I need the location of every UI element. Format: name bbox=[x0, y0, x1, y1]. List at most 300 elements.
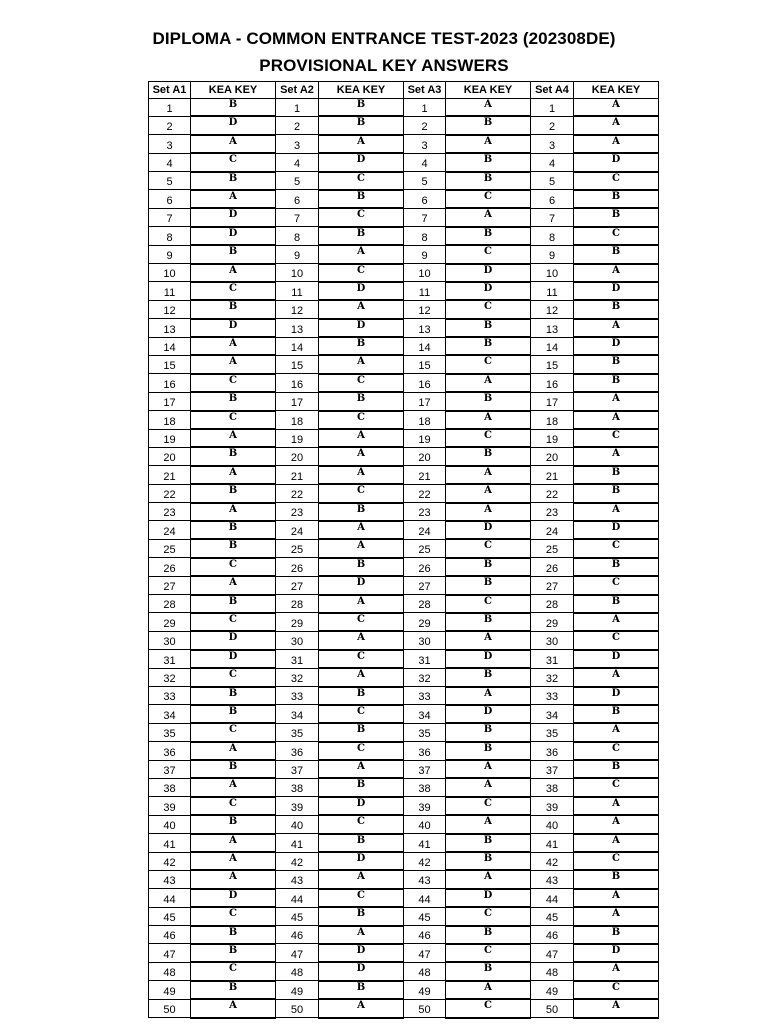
answer-key-cell: D bbox=[191, 208, 276, 226]
question-number-cell: 40 bbox=[404, 815, 446, 833]
answer-key-cell: C bbox=[319, 374, 404, 392]
question-number-cell: 21 bbox=[531, 466, 574, 484]
answer-key-cell: C bbox=[446, 245, 531, 263]
question-number-cell: 17 bbox=[531, 392, 574, 410]
answer-key-cell: A bbox=[574, 319, 659, 337]
answer-key-cell: A bbox=[319, 999, 404, 1017]
question-number-cell: 14 bbox=[404, 337, 446, 355]
answer-key-cell: D bbox=[446, 889, 531, 907]
answer-key-table bbox=[148, 81, 659, 1019]
question-number-cell: 39 bbox=[149, 797, 191, 815]
answer-key-cell: D bbox=[574, 687, 659, 705]
column-header-set-a4: Set A4 bbox=[531, 82, 574, 99]
question-number-cell: 35 bbox=[149, 723, 191, 741]
answer-key-cell: C bbox=[446, 429, 531, 447]
answer-key-cell: B bbox=[574, 466, 659, 484]
question-number-cell: 14 bbox=[531, 337, 574, 355]
question-number-cell: 27 bbox=[149, 576, 191, 594]
question-number-cell: 41 bbox=[531, 834, 574, 852]
answer-key-cell: C bbox=[574, 539, 659, 557]
question-number-cell: 9 bbox=[531, 245, 574, 263]
answer-key-cell: A bbox=[319, 595, 404, 613]
question-number-cell: 11 bbox=[276, 282, 319, 300]
answer-key-cell: B bbox=[191, 539, 276, 557]
answer-key-cell: C bbox=[191, 558, 276, 576]
question-number-cell: 38 bbox=[149, 778, 191, 796]
answer-key-cell: C bbox=[446, 300, 531, 318]
answer-key-cell: A bbox=[574, 411, 659, 429]
question-number-cell: 50 bbox=[149, 999, 191, 1017]
answer-key-cell: D bbox=[319, 944, 404, 962]
question-number-cell: 32 bbox=[404, 668, 446, 686]
question-number-cell: 46 bbox=[404, 926, 446, 944]
question-number-cell: 3 bbox=[531, 135, 574, 153]
answer-key-cell: B bbox=[191, 981, 276, 999]
question-number-cell: 33 bbox=[149, 687, 191, 705]
question-number-cell: 3 bbox=[276, 135, 319, 153]
question-number-cell: 24 bbox=[276, 521, 319, 539]
table-row bbox=[149, 834, 659, 852]
answer-key-cell: B bbox=[574, 208, 659, 226]
answer-key-cell: A bbox=[319, 521, 404, 539]
question-number-cell: 1 bbox=[531, 99, 574, 117]
answer-key-cell: A bbox=[574, 962, 659, 980]
column-header-set-a2: Set A2 bbox=[276, 82, 319, 99]
answer-key-cell: C bbox=[574, 778, 659, 796]
answer-key-cell: A bbox=[191, 190, 276, 208]
answer-key-cell: C bbox=[446, 907, 531, 925]
answer-key-cell: B bbox=[446, 576, 531, 594]
answer-key-cell: A bbox=[574, 815, 659, 833]
question-number-cell: 48 bbox=[531, 962, 574, 980]
answer-key-cell: D bbox=[319, 576, 404, 594]
answer-key-cell: B bbox=[319, 99, 404, 117]
question-number-cell: 10 bbox=[149, 264, 191, 282]
table-row bbox=[149, 815, 659, 833]
answer-key-cell: D bbox=[446, 282, 531, 300]
answer-key-cell: C bbox=[446, 355, 531, 373]
answer-key-cell: A bbox=[319, 429, 404, 447]
question-number-cell: 46 bbox=[276, 926, 319, 944]
question-number-cell: 44 bbox=[149, 889, 191, 907]
answer-key-cell: D bbox=[574, 337, 659, 355]
question-number-cell: 21 bbox=[404, 466, 446, 484]
answer-key-cell: A bbox=[319, 668, 404, 686]
answer-key-cell: B bbox=[191, 484, 276, 502]
answer-key-cell: A bbox=[574, 447, 659, 465]
answer-key-cell: A bbox=[446, 687, 531, 705]
question-number-cell: 20 bbox=[276, 447, 319, 465]
table-row bbox=[149, 355, 659, 373]
question-number-cell: 28 bbox=[149, 595, 191, 613]
table-row bbox=[149, 521, 659, 539]
question-number-cell: 6 bbox=[404, 190, 446, 208]
answer-key-cell: D bbox=[574, 282, 659, 300]
answer-key-cell: A bbox=[319, 300, 404, 318]
table-row bbox=[149, 797, 659, 815]
question-number-cell: 25 bbox=[531, 539, 574, 557]
table-row bbox=[149, 999, 659, 1017]
table-row bbox=[149, 907, 659, 925]
answer-key-cell: D bbox=[319, 319, 404, 337]
question-number-cell: 41 bbox=[404, 834, 446, 852]
question-number-cell: 22 bbox=[404, 484, 446, 502]
question-number-cell: 30 bbox=[276, 631, 319, 649]
question-number-cell: 31 bbox=[531, 650, 574, 668]
question-number-cell: 34 bbox=[276, 705, 319, 723]
question-number-cell: 8 bbox=[531, 227, 574, 245]
answer-key-cell: B bbox=[574, 374, 659, 392]
question-number-cell: 26 bbox=[531, 558, 574, 576]
question-number-cell: 34 bbox=[531, 705, 574, 723]
question-number-cell: 7 bbox=[276, 208, 319, 226]
answer-key-cell: A bbox=[574, 668, 659, 686]
question-number-cell: 26 bbox=[149, 558, 191, 576]
question-number-cell: 12 bbox=[404, 300, 446, 318]
answer-key-cell: B bbox=[446, 392, 531, 410]
document-subtitle: PROVISIONAL KEY ANSWERS bbox=[259, 56, 509, 75]
answer-key-cell: D bbox=[574, 153, 659, 171]
column-header-set-a1: Set A1 bbox=[149, 82, 191, 99]
table-row bbox=[149, 631, 659, 649]
answer-key-cell: A bbox=[574, 503, 659, 521]
answer-key-cell: B bbox=[446, 337, 531, 355]
answer-key-cell: B bbox=[446, 668, 531, 686]
question-number-cell: 18 bbox=[149, 411, 191, 429]
answer-key-cell: A bbox=[191, 135, 276, 153]
question-number-cell: 23 bbox=[149, 503, 191, 521]
document-title: DIPLOMA - COMMON ENTRANCE TEST-2023 (202308DE) bbox=[152, 29, 616, 48]
table-row bbox=[149, 245, 659, 263]
answer-key-cell: B bbox=[446, 962, 531, 980]
answer-key-cell: D bbox=[191, 319, 276, 337]
table-row bbox=[149, 172, 659, 190]
table-row bbox=[149, 723, 659, 741]
question-number-cell: 19 bbox=[404, 429, 446, 447]
column-header-kea-key: KEA KEY bbox=[446, 82, 531, 99]
table-row bbox=[149, 852, 659, 870]
column-header-kea-key: KEA KEY bbox=[574, 82, 659, 99]
answer-key-cell: B bbox=[446, 926, 531, 944]
answer-key-cell: B bbox=[191, 926, 276, 944]
answer-key-cell: C bbox=[574, 172, 659, 190]
answer-key-cell: C bbox=[191, 797, 276, 815]
answer-key-cell: B bbox=[574, 300, 659, 318]
answer-key-cell: B bbox=[191, 687, 276, 705]
question-number-cell: 26 bbox=[276, 558, 319, 576]
table-row bbox=[149, 650, 659, 668]
answer-key-cell: D bbox=[446, 650, 531, 668]
question-number-cell: 48 bbox=[149, 962, 191, 980]
question-number-cell: 43 bbox=[531, 870, 574, 888]
question-number-cell: 3 bbox=[149, 135, 191, 153]
question-number-cell: 22 bbox=[149, 484, 191, 502]
question-number-cell: 37 bbox=[531, 760, 574, 778]
answer-key-cell: B bbox=[319, 723, 404, 741]
question-number-cell: 2 bbox=[276, 116, 319, 134]
answer-key-cell: A bbox=[446, 760, 531, 778]
question-number-cell: 1 bbox=[404, 99, 446, 117]
question-number-cell: 13 bbox=[149, 319, 191, 337]
question-number-cell: 28 bbox=[404, 595, 446, 613]
answer-key-cell: B bbox=[319, 981, 404, 999]
table-row bbox=[149, 962, 659, 980]
answer-key-cell: B bbox=[446, 834, 531, 852]
answer-key-cell: A bbox=[319, 466, 404, 484]
answer-key-cell: A bbox=[191, 852, 276, 870]
question-number-cell: 12 bbox=[531, 300, 574, 318]
question-number-cell: 43 bbox=[276, 870, 319, 888]
answer-key-cell: A bbox=[191, 742, 276, 760]
answer-key-cell: B bbox=[319, 778, 404, 796]
answer-key-cell: B bbox=[191, 245, 276, 263]
answer-key-cell: D bbox=[319, 852, 404, 870]
question-number-cell: 39 bbox=[404, 797, 446, 815]
answer-key-cell: B bbox=[191, 447, 276, 465]
question-number-cell: 24 bbox=[531, 521, 574, 539]
answer-key-cell: C bbox=[319, 815, 404, 833]
question-number-cell: 50 bbox=[404, 999, 446, 1017]
answer-key-cell: D bbox=[191, 116, 276, 134]
answer-key-cell: A bbox=[319, 355, 404, 373]
question-number-cell: 2 bbox=[404, 116, 446, 134]
question-number-cell: 46 bbox=[149, 926, 191, 944]
answer-key-cell: C bbox=[319, 889, 404, 907]
answer-key-cell: A bbox=[319, 760, 404, 778]
question-number-cell: 33 bbox=[404, 687, 446, 705]
answer-key-cell: C bbox=[319, 172, 404, 190]
question-number-cell: 37 bbox=[149, 760, 191, 778]
question-number-cell: 33 bbox=[531, 687, 574, 705]
answer-key-cell: A bbox=[446, 870, 531, 888]
question-number-cell: 45 bbox=[531, 907, 574, 925]
question-number-cell: 23 bbox=[404, 503, 446, 521]
question-number-cell: 37 bbox=[404, 760, 446, 778]
answer-key-cell: C bbox=[574, 429, 659, 447]
table-row bbox=[149, 668, 659, 686]
question-number-cell: 13 bbox=[404, 319, 446, 337]
question-number-cell: 35 bbox=[404, 723, 446, 741]
answer-key-cell: C bbox=[574, 852, 659, 870]
answer-key-cell: D bbox=[319, 962, 404, 980]
question-number-cell: 24 bbox=[404, 521, 446, 539]
answer-key-cell: C bbox=[191, 282, 276, 300]
question-number-cell: 36 bbox=[531, 742, 574, 760]
answer-key-cell: B bbox=[446, 852, 531, 870]
question-number-cell: 43 bbox=[404, 870, 446, 888]
answer-key-cell: C bbox=[191, 962, 276, 980]
question-number-cell: 21 bbox=[276, 466, 319, 484]
question-number-cell: 15 bbox=[149, 355, 191, 373]
answer-key-cell: B bbox=[574, 355, 659, 373]
answer-key-cell: C bbox=[446, 539, 531, 557]
table-row bbox=[149, 778, 659, 796]
table-row bbox=[149, 613, 659, 631]
answer-key-cell: A bbox=[446, 411, 531, 429]
answer-key-cell: B bbox=[446, 723, 531, 741]
question-number-cell: 15 bbox=[276, 355, 319, 373]
answer-key-cell: B bbox=[191, 521, 276, 539]
question-number-cell: 34 bbox=[404, 705, 446, 723]
answer-key-cell: A bbox=[574, 797, 659, 815]
question-number-cell: 12 bbox=[276, 300, 319, 318]
question-number-cell: 2 bbox=[531, 116, 574, 134]
question-number-cell: 19 bbox=[531, 429, 574, 447]
answer-key-cell: A bbox=[446, 374, 531, 392]
answer-key-cell: A bbox=[446, 503, 531, 521]
answer-key-cell: B bbox=[319, 227, 404, 245]
question-number-cell: 13 bbox=[276, 319, 319, 337]
answer-key-cell: D bbox=[319, 153, 404, 171]
answer-key-cell: A bbox=[574, 907, 659, 925]
answer-key-cell: B bbox=[319, 503, 404, 521]
answer-key-cell: A bbox=[574, 264, 659, 282]
question-number-cell: 47 bbox=[404, 944, 446, 962]
question-number-cell: 47 bbox=[531, 944, 574, 962]
question-number-cell: 49 bbox=[531, 981, 574, 999]
answer-key-cell: B bbox=[191, 99, 276, 117]
answer-key-cell: D bbox=[191, 650, 276, 668]
table-row bbox=[149, 466, 659, 484]
question-number-cell: 8 bbox=[276, 227, 319, 245]
question-number-cell: 12 bbox=[149, 300, 191, 318]
answer-key-cell: B bbox=[446, 116, 531, 134]
question-number-cell: 5 bbox=[531, 172, 574, 190]
question-number-cell: 35 bbox=[276, 723, 319, 741]
question-number-cell: 44 bbox=[404, 889, 446, 907]
question-number-cell: 16 bbox=[404, 374, 446, 392]
question-number-cell: 28 bbox=[531, 595, 574, 613]
column-header-kea-key: KEA KEY bbox=[319, 82, 404, 99]
question-number-cell: 17 bbox=[276, 392, 319, 410]
question-number-cell: 5 bbox=[276, 172, 319, 190]
answer-key-cell: B bbox=[191, 760, 276, 778]
question-number-cell: 8 bbox=[149, 227, 191, 245]
question-number-cell: 30 bbox=[404, 631, 446, 649]
table-row bbox=[149, 300, 659, 318]
question-number-cell: 7 bbox=[149, 208, 191, 226]
answer-key-cell: A bbox=[446, 778, 531, 796]
question-number-cell: 32 bbox=[276, 668, 319, 686]
question-number-cell: 10 bbox=[531, 264, 574, 282]
question-number-cell: 6 bbox=[149, 190, 191, 208]
answer-key-cell: B bbox=[574, 760, 659, 778]
question-number-cell: 30 bbox=[531, 631, 574, 649]
question-number-cell: 5 bbox=[404, 172, 446, 190]
question-number-cell: 34 bbox=[149, 705, 191, 723]
question-number-cell: 35 bbox=[531, 723, 574, 741]
answer-key-cell: B bbox=[319, 392, 404, 410]
question-number-cell: 42 bbox=[404, 852, 446, 870]
answer-key-cell: A bbox=[191, 999, 276, 1017]
answer-key-cell: B bbox=[574, 190, 659, 208]
question-number-cell: 38 bbox=[531, 778, 574, 796]
table-row bbox=[149, 264, 659, 282]
question-number-cell: 42 bbox=[276, 852, 319, 870]
question-number-cell: 11 bbox=[149, 282, 191, 300]
question-number-cell: 16 bbox=[149, 374, 191, 392]
answer-key-cell: B bbox=[191, 815, 276, 833]
table-row bbox=[149, 687, 659, 705]
answer-key-cell: B bbox=[191, 944, 276, 962]
question-number-cell: 5 bbox=[149, 172, 191, 190]
answer-key-cell: A bbox=[574, 135, 659, 153]
question-number-cell: 21 bbox=[149, 466, 191, 484]
answer-key-cell: C bbox=[319, 705, 404, 723]
question-number-cell: 33 bbox=[276, 687, 319, 705]
question-number-cell: 9 bbox=[276, 245, 319, 263]
question-number-cell: 31 bbox=[404, 650, 446, 668]
question-number-cell: 40 bbox=[531, 815, 574, 833]
question-number-cell: 22 bbox=[531, 484, 574, 502]
question-number-cell: 18 bbox=[276, 411, 319, 429]
question-number-cell: 9 bbox=[149, 245, 191, 263]
question-number-cell: 36 bbox=[149, 742, 191, 760]
answer-key-cell: B bbox=[574, 558, 659, 576]
question-number-cell: 42 bbox=[149, 852, 191, 870]
answer-key-cell: A bbox=[319, 447, 404, 465]
question-number-cell: 48 bbox=[404, 962, 446, 980]
answer-key-cell: A bbox=[446, 99, 531, 117]
table-row bbox=[149, 705, 659, 723]
answer-key-cell: A bbox=[574, 392, 659, 410]
answer-key-cell: A bbox=[319, 870, 404, 888]
answer-key-cell: C bbox=[191, 907, 276, 925]
answer-key-cell: D bbox=[574, 650, 659, 668]
answer-key-cell: D bbox=[574, 944, 659, 962]
question-number-cell: 31 bbox=[276, 650, 319, 668]
table-row bbox=[149, 484, 659, 502]
answer-key-cell: B bbox=[319, 907, 404, 925]
answer-key-cell: A bbox=[191, 337, 276, 355]
answer-key-cell: A bbox=[319, 631, 404, 649]
table-row bbox=[149, 926, 659, 944]
answer-key-cell: D bbox=[446, 264, 531, 282]
answer-key-cell: B bbox=[574, 595, 659, 613]
answer-key-cell: C bbox=[574, 631, 659, 649]
answer-key-cell: C bbox=[574, 981, 659, 999]
answer-key-cell: B bbox=[446, 227, 531, 245]
question-number-cell: 20 bbox=[404, 447, 446, 465]
answer-key-cell: B bbox=[574, 926, 659, 944]
answer-key-cell: B bbox=[446, 558, 531, 576]
question-number-cell: 14 bbox=[149, 337, 191, 355]
question-number-cell: 29 bbox=[276, 613, 319, 631]
question-number-cell: 27 bbox=[404, 576, 446, 594]
question-number-cell: 29 bbox=[149, 613, 191, 631]
answer-key-cell: A bbox=[574, 116, 659, 134]
table-row bbox=[149, 190, 659, 208]
table-body bbox=[149, 99, 659, 1018]
question-number-cell: 11 bbox=[404, 282, 446, 300]
table-row bbox=[149, 319, 659, 337]
question-number-cell: 7 bbox=[404, 208, 446, 226]
answer-key-cell: B bbox=[446, 613, 531, 631]
answer-key-cell: A bbox=[574, 613, 659, 631]
question-number-cell: 4 bbox=[276, 153, 319, 171]
answer-key-cell: B bbox=[446, 319, 531, 337]
answer-key-cell: C bbox=[446, 999, 531, 1017]
question-number-cell: 9 bbox=[404, 245, 446, 263]
question-number-cell: 3 bbox=[404, 135, 446, 153]
answer-key-cell: B bbox=[319, 190, 404, 208]
table-row bbox=[149, 503, 659, 521]
answer-key-cell: A bbox=[191, 355, 276, 373]
answer-key-cell: A bbox=[191, 264, 276, 282]
answer-key-cell: A bbox=[446, 466, 531, 484]
answer-key-cell: A bbox=[574, 723, 659, 741]
answer-key-cell: C bbox=[191, 374, 276, 392]
